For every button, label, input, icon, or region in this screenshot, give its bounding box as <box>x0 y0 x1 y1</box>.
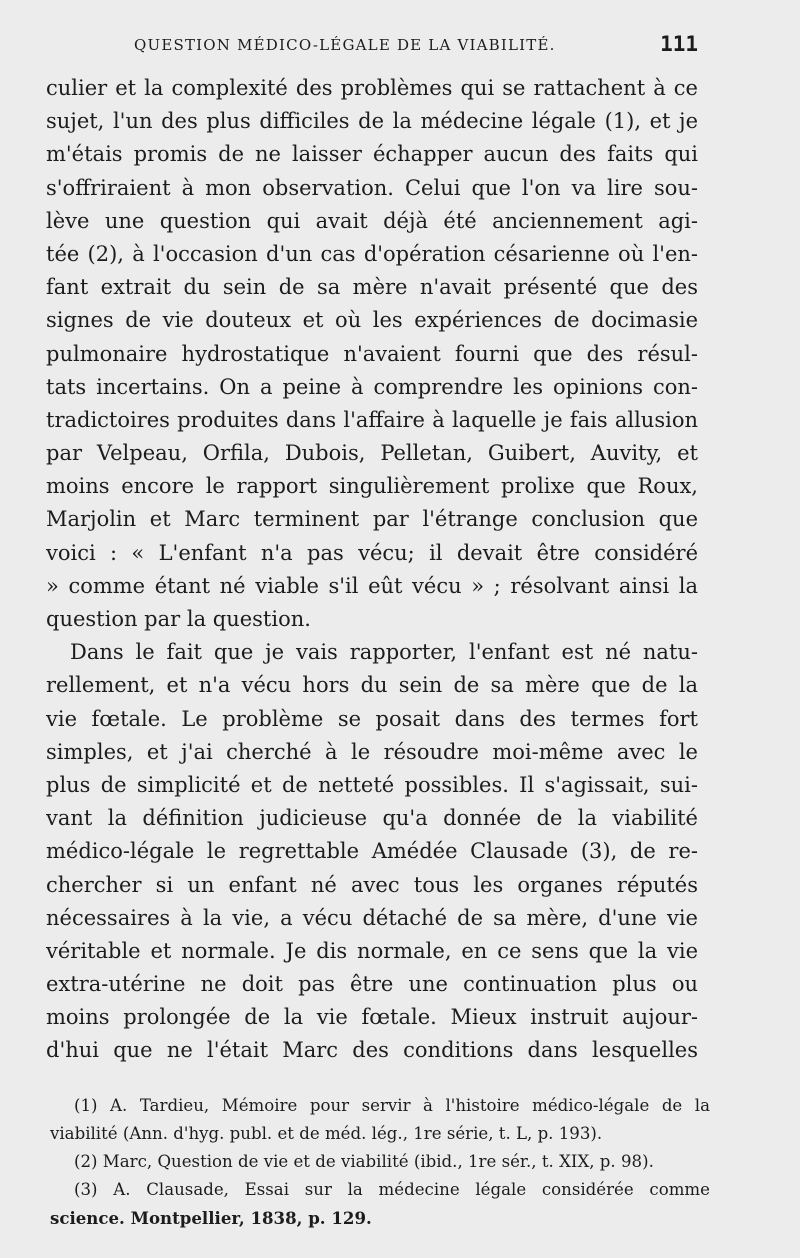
paragraph-end-line: question par la question. <box>46 607 311 631</box>
text-line: sujet, l'un des plus difficiles de la médecine légale (1), et je <box>46 109 698 134</box>
text-line: par Velpeau, Orfila, Dubois, Pelletan, Guibert, Auvity, et <box>46 441 698 466</box>
text-line: nécessaires à la vie, a vécu détaché de sa mère, d'une vie <box>46 905 698 930</box>
text-line: d'hui que ne l'était Marc des conditions dans lesquelles <box>46 1038 698 1063</box>
paragraph-start-line: Dans le fait que je vais rapporter, l'enfant est né natu- <box>70 640 698 665</box>
text-line: simples, et j'ai cherché à le résoudre moi-même avec le <box>46 739 698 764</box>
text-line: fant extrait du sein de sa mère n'avait présenté que des <box>46 275 698 300</box>
text-line: extra-utérine ne doit pas être une continuation plus ou <box>46 972 698 997</box>
footnotes <box>50 1092 710 1232</box>
footnote-2: (2) Marc, Question de vie et de viabilité (ibid., 1re sér., t. XIX, p. 98). <box>74 1152 654 1171</box>
text-line: signes de vie douteux et où les expériences de docimasie <box>46 308 698 333</box>
text-line: » comme étant né viable s'il eût vécu » ; résolvant ainsi la <box>46 573 698 598</box>
running-title: QUESTION MÉDICO-LÉGALE DE LA VIABILITÉ. <box>134 36 556 54</box>
text-line: moins encore le rapport singulièrement prolixe que Roux, <box>46 474 698 499</box>
text-line: moins prolongée de la vie fœtale. Mieux instruit aujour- <box>46 1005 698 1030</box>
body-text <box>46 72 698 1068</box>
text-line: rellement, et n'a vécu hors du sein de sa mère que de la <box>46 673 698 698</box>
page-number: 111 <box>660 32 698 56</box>
text-line: Marjolin et Marc terminent par l'étrange conclusion que <box>46 507 698 532</box>
text-line: chercher si un enfant né avec tous les organes réputés <box>46 872 698 897</box>
text-line: culier et la complexité des problèmes qui se rattachent à ce <box>46 76 698 100</box>
text-line: voici : « L'enfant n'a pas vécu; il devait être considéré <box>46 540 698 565</box>
text-line: vie fœtale. Le problème se posait dans des termes fort <box>46 706 698 731</box>
footnote-3-continued: science. Montpellier, 1838, p. 129. <box>50 1208 372 1228</box>
footnote-1: (1) A. Tardieu, Mémoire pour servir à l'histoire médico-légale de la <box>74 1096 710 1115</box>
text-line: m'étais promis de ne laisser échapper aucun des faits qui <box>46 142 698 167</box>
text-line: s'offriraient à mon observation. Celui que l'on va lire sou- <box>46 175 698 200</box>
text-line: plus de simplicité et de netteté possibles. Il s'agissait, sui- <box>46 772 698 797</box>
footnote-1-continued: viabilité (Ann. d'hyg. publ. et de méd. lég., 1re série, t. L, p. 193). <box>50 1124 603 1143</box>
text-line: lève une question qui avait déjà été anciennement agi- <box>46 208 698 233</box>
footnote-3: (3) A. Clausade, Essai sur la médecine légale considérée comme <box>74 1180 710 1199</box>
text-line: médico-légale le regrettable Amédée Clausade (3), de re- <box>46 839 698 864</box>
text-line: véritable et normale. Je dis normale, en ce sens que la vie <box>46 938 698 963</box>
text-line: tée (2), à l'occasion d'un cas d'opération césarienne où l'en- <box>46 241 698 266</box>
running-head <box>46 34 698 64</box>
text-line: tradictoires produites dans l'affaire à laquelle je fais allusion <box>46 407 698 432</box>
text-line: tats incertains. On a peine à comprendre les opinions con- <box>46 374 698 399</box>
text-line: vant la définition judicieuse qu'a donnée de la viabilité <box>46 806 698 831</box>
text-line: pulmonaire hydrostatique n'avaient fourni que des résul- <box>46 341 698 366</box>
